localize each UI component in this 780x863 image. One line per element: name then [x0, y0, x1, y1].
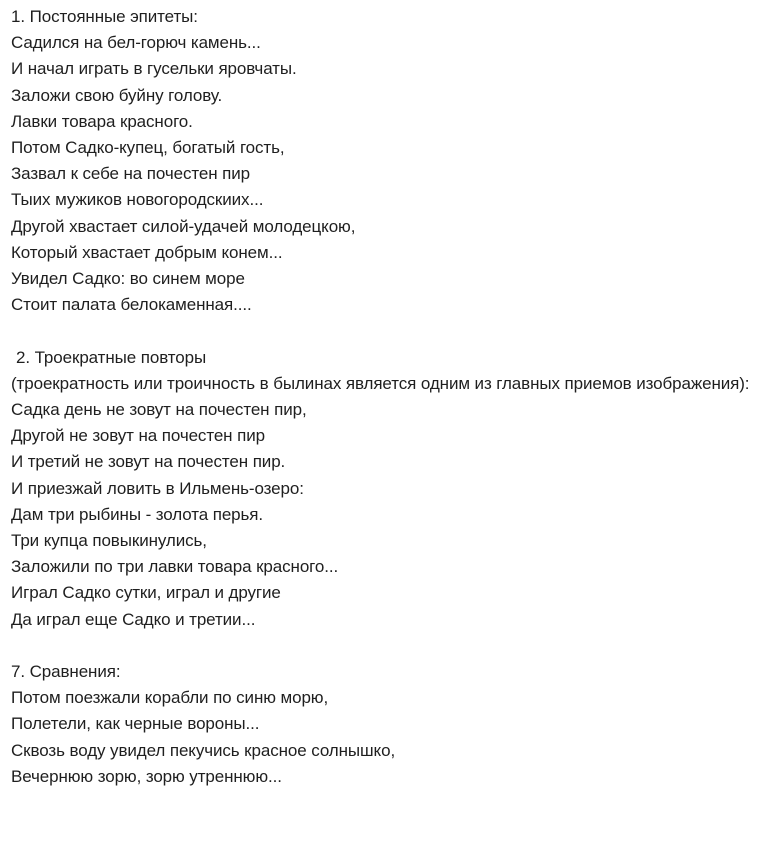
section-repetitions — [11, 345, 771, 633]
section-heading: 7. Сравнения: — [11, 662, 121, 682]
text-line: Садился на бел-горюч камень... — [11, 33, 261, 53]
text-line: Который хвастает добрым конем... — [11, 242, 283, 262]
section-spacer — [11, 633, 771, 659]
text-line: Заложили по три лавки товара красного... — [11, 557, 339, 577]
text-line: Увидел Садко: во синем море — [11, 269, 245, 289]
text-line: Вечернюю зорю, зорю утреннюю... — [11, 766, 282, 786]
text-line: Да играл еще Садко и третии... — [11, 609, 256, 629]
text-line: Другой не зовут на почестен пир — [11, 426, 265, 446]
text-line: Лавки товара красного. — [11, 111, 193, 131]
text-line: Потом поезжали корабли по синю морю, — [11, 688, 329, 708]
text-line: Полетели, как черные вороны... — [11, 714, 260, 734]
text-line: Тыих мужиков новогородскиих... — [11, 190, 264, 210]
section-heading: 2. Троекратные повторы — [16, 347, 207, 367]
text-line: Садка день не зовут на почестен пир, — [11, 400, 307, 420]
text-line: Сквозь воду увидел пекучись красное солнышко, — [11, 740, 396, 760]
text-line: Другой хвастает силой-удачей молодецкою, — [11, 216, 356, 236]
section-epithets — [11, 4, 771, 318]
text-line: И приезжай ловить в Ильмень-озеро: — [11, 478, 304, 498]
text-line: Стоит палата белокаменная.... — [11, 295, 252, 315]
text-line: Три купца повыкинулись, — [11, 531, 207, 551]
text-line: Потом Садко-купец, богатый гость, — [11, 138, 285, 158]
section-comparisons — [11, 659, 771, 790]
section-spacer — [11, 318, 771, 344]
text-line: Заложи свою буйну голову. — [11, 85, 223, 105]
text-line: И третий не зовут на почестен пир. — [11, 452, 286, 472]
text-line: Дам три рыбины - золота перья. — [11, 504, 264, 524]
section-note: (троекратность или троичность в былинах является одним из главных приемов изображения): — [11, 373, 750, 393]
text-line: Играл Садко сутки, играл и другие — [11, 583, 281, 603]
text-line: Зазвал к себе на почестен пир — [11, 164, 250, 184]
section-heading: 1. Постоянные эпитеты: — [11, 7, 198, 26]
text-line: И начал играть в гусельки яровчаты. — [11, 59, 297, 79]
